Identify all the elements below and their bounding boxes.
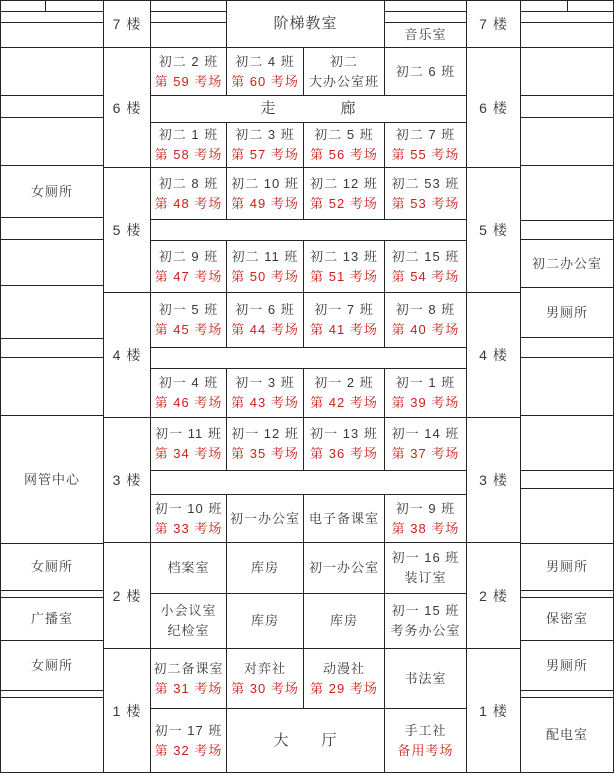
room-cell	[384, 593, 467, 649]
exam-room-cell	[384, 122, 467, 168]
exam-number: 第 41 考场	[310, 322, 378, 337]
empty-cell	[0, 22, 104, 48]
exam-number: 第 43 考场	[231, 395, 299, 410]
exam-number: 第 53 考场	[391, 195, 460, 211]
room-name: 档案室	[167, 560, 210, 575]
exam-number: 第 31 考场	[154, 680, 223, 696]
exam-room-cell	[226, 648, 304, 709]
room-name: 音乐室	[404, 27, 447, 42]
exam-room-cell	[303, 648, 385, 709]
exam-room-cell	[384, 240, 467, 293]
room-name: 初一 12 班	[231, 426, 299, 441]
exam-number: 第 50 考场	[231, 268, 299, 284]
exam-room-cell	[384, 368, 467, 418]
exam-number: 第 59 考场	[154, 73, 223, 89]
floor-label-left-3	[103, 417, 151, 543]
room-name: 初一 6 班	[235, 302, 295, 317]
exam-number: 第 36 考场	[310, 446, 378, 461]
exam-room-cell	[303, 292, 385, 348]
room-cell	[303, 494, 385, 543]
exam-room-cell	[150, 494, 227, 543]
floor-label: 4 楼	[479, 347, 508, 363]
empty-cell	[520, 22, 614, 48]
hall-cell	[226, 708, 385, 773]
corridor-cell	[150, 347, 467, 369]
exam-number: 第 54 考场	[391, 268, 460, 284]
exam-room-cell	[303, 417, 385, 471]
room-cell	[303, 47, 385, 96]
exam-number: 第 60 考场	[231, 73, 299, 89]
empty-cell	[0, 697, 104, 773]
empty-cell	[520, 415, 614, 471]
empty-cell	[520, 95, 614, 118]
exam-number: 第 30 考场	[231, 680, 299, 696]
room-cell	[303, 593, 385, 649]
side-room-label: 女厕所	[30, 183, 73, 199]
exam-number: 第 37 考场	[391, 446, 460, 461]
exam-room-cell	[303, 368, 385, 418]
music-room-cell	[384, 22, 467, 48]
empty-cell	[0, 47, 104, 96]
side-room-power-room	[520, 697, 614, 773]
exam-number: 第 38 考场	[391, 520, 460, 536]
floor-label-left-4	[103, 292, 151, 418]
exam-number: 第 32 考场	[154, 742, 223, 758]
exam-number: 第 42 考场	[310, 395, 378, 410]
side-room-female-wc	[0, 165, 104, 218]
empty-cell	[0, 239, 104, 286]
floor-label: 3 楼	[112, 472, 142, 488]
room-name: 初二 53 班	[391, 175, 460, 191]
room-name: 初一 7 班	[314, 302, 374, 317]
floor-label: 4 楼	[112, 347, 142, 363]
exam-number: 备用考场	[397, 742, 454, 758]
exam-room-cell	[150, 417, 227, 471]
side-room-label: 女厕所	[30, 559, 73, 574]
room-name: 手工社	[404, 722, 447, 738]
floor-label-right-6	[466, 47, 521, 168]
empty-cell	[0, 285, 104, 339]
corridor-cell	[150, 219, 467, 241]
exam-number: 第 49 考场	[231, 195, 299, 211]
exam-room-cell	[150, 47, 227, 96]
room-name: 初二 11 班	[231, 248, 299, 264]
room-name: 初一 5 班	[158, 302, 219, 317]
exam-room-cell	[226, 240, 304, 293]
room-name: 初二 10 班	[231, 175, 299, 191]
room-name-2: 纪检室	[167, 623, 210, 638]
room-name: 初一 14 班	[391, 426, 460, 441]
room-cell	[303, 542, 385, 594]
empty-cell	[520, 488, 614, 544]
exam-room-cell	[226, 122, 304, 168]
empty-cell	[0, 117, 104, 166]
exam-number: 第 57 考场	[231, 147, 299, 162]
floor-label: 3 楼	[479, 472, 508, 488]
floor-label-right-7	[466, 0, 521, 48]
exam-room-cell	[150, 167, 227, 220]
floor-label-left-1	[103, 648, 151, 773]
exam-room-cell	[226, 417, 304, 471]
room-name: 初一 3 班	[235, 375, 295, 390]
exam-room-cell	[226, 167, 304, 220]
exam-room-cell	[150, 240, 227, 293]
floor-label: 7 楼	[112, 16, 142, 32]
room-name: 初一 16 班	[391, 550, 460, 565]
floor-label: 2 楼	[479, 587, 508, 604]
room-cell	[150, 542, 227, 594]
exam-room-cell	[150, 292, 227, 348]
room-cell	[384, 648, 467, 709]
side-room-male-wc	[520, 640, 614, 691]
room-name: 初二 12 班	[310, 175, 378, 191]
empty-cell	[520, 337, 614, 358]
room-name: 初一 8 班	[395, 302, 456, 317]
room-name: 对弈社	[243, 660, 286, 676]
room-name: 小会议室	[160, 603, 217, 618]
floor-label: 1 楼	[479, 702, 508, 719]
empty-cell	[0, 217, 104, 240]
floor-label-right-2	[466, 542, 521, 649]
room-name: 初二备课室	[153, 660, 224, 676]
room-cell	[150, 593, 227, 649]
empty-cell	[520, 220, 614, 240]
room-name: 初二 4 班	[235, 53, 295, 69]
room-name: 初二 5 班	[314, 127, 374, 142]
exam-number: 第 47 考场	[154, 268, 223, 284]
room-name: 初二	[329, 53, 358, 69]
corridor-cell	[150, 95, 467, 123]
exam-room-cell	[303, 122, 385, 168]
room-name: 书法室	[404, 670, 447, 686]
room-name: 初一 17 班	[154, 722, 223, 738]
room-name: 初一 10 班	[154, 500, 223, 516]
empty-cell	[0, 357, 104, 416]
exam-number: 第 56 考场	[310, 147, 378, 162]
floor-label-left-6	[103, 47, 151, 168]
exam-room-cell	[303, 167, 385, 220]
room-name: 初一 15 班	[391, 603, 460, 618]
empty-cell	[520, 357, 614, 416]
room-name-2: 考务办公室	[390, 623, 461, 638]
side-room-label: 保密室	[545, 611, 588, 626]
empty-cell	[150, 22, 227, 48]
room-name: 初一 13 班	[310, 426, 378, 441]
floor-label: 5 楼	[112, 222, 142, 238]
room-name: 初二 15 班	[391, 248, 460, 264]
exam-number: 第 52 考场	[310, 195, 378, 211]
room-name: 初二 7 班	[395, 127, 456, 142]
side-room-network-center	[0, 415, 104, 544]
exam-number: 第 40 考场	[391, 322, 460, 337]
exam-room-cell	[384, 167, 467, 220]
floor-label-left-5	[103, 167, 151, 293]
room-cell	[226, 593, 304, 649]
exam-room-cell	[150, 708, 227, 773]
room-name: 初二 13 班	[310, 248, 378, 264]
hall-label: 大 厅	[273, 731, 338, 749]
side-room-male-wc	[520, 287, 614, 338]
room-name: 初二 1 班	[158, 127, 219, 142]
room-cell	[384, 47, 467, 96]
exam-room-cell	[384, 494, 467, 543]
side-room-label: 男厕所	[545, 657, 588, 673]
room-name: 初一 1 班	[395, 375, 456, 390]
floor-label: 7 楼	[479, 16, 508, 32]
floor-label-right-5	[466, 167, 521, 293]
exam-number: 第 33 考场	[154, 520, 223, 536]
room-name: 阶梯教室	[273, 15, 338, 32]
side-room-label: 男厕所	[545, 559, 588, 574]
floor-label: 1 楼	[112, 702, 142, 719]
side-room-label: 网管中心	[23, 471, 80, 487]
side-room-label: 广播室	[30, 611, 73, 626]
side-room-label: 配电室	[545, 727, 588, 742]
exam-room-cell	[384, 292, 467, 348]
exam-room-cell	[226, 368, 304, 418]
empty-cell	[520, 117, 614, 166]
side-room-female-wc	[0, 640, 104, 691]
side-room-female-wc	[0, 543, 104, 591]
room-cell	[226, 542, 304, 594]
exam-number: 第 44 考场	[231, 322, 299, 337]
room-name: 初二 2 班	[158, 53, 219, 69]
floor-label: 2 楼	[112, 587, 142, 604]
exam-number: 第 34 考场	[154, 446, 223, 461]
exam-number: 第 46 考场	[154, 395, 223, 410]
exam-room-cell	[226, 292, 304, 348]
room-name: 初一办公室	[308, 560, 379, 575]
room-name: 初二 8 班	[158, 175, 219, 191]
exam-number: 第 29 考场	[310, 680, 378, 696]
room-name: 初一 4 班	[158, 375, 219, 390]
room-name-2: 装订室	[404, 570, 447, 585]
exam-number: 第 58 考场	[154, 147, 223, 162]
exam-number: 第 51 考场	[310, 268, 378, 284]
corridor-label: 走 廊	[260, 100, 357, 117]
floor-label: 6 楼	[479, 99, 508, 116]
room-name: 初二 6 班	[395, 63, 456, 79]
side-room-secrecy-room	[520, 597, 614, 641]
exam-room-cell	[384, 708, 467, 773]
floor-label: 6 楼	[112, 99, 142, 116]
floor-label-right-4	[466, 292, 521, 418]
room-name: 库房	[250, 560, 279, 575]
floor-label-right-3	[466, 417, 521, 543]
lecture-hall-cell	[226, 0, 385, 48]
empty-cell	[0, 338, 104, 358]
exam-room-cell	[150, 648, 227, 709]
side-room-broadcast-room	[0, 597, 104, 641]
side-room-label: 初二办公室	[531, 255, 602, 271]
side-room-male-wc	[520, 543, 614, 591]
room-name: 初一 11 班	[155, 426, 222, 441]
room-cell	[226, 494, 304, 543]
exam-room-cell	[303, 240, 385, 293]
room-name: 动漫社	[322, 660, 365, 676]
exam-number: 第 39 考场	[391, 395, 460, 410]
exam-room-cell	[150, 122, 227, 168]
floor-label-right-1	[466, 648, 521, 773]
room-name: 电子备课室	[308, 510, 379, 526]
empty-cell	[520, 47, 614, 96]
corridor-cell	[150, 470, 467, 495]
side-room-label: 女厕所	[30, 657, 73, 673]
floor-label: 5 楼	[479, 222, 508, 238]
side-room-label: 男厕所	[545, 304, 588, 320]
exam-room-cell	[150, 368, 227, 418]
exam-number: 第 55 考场	[391, 147, 460, 162]
floor-label-left-2	[103, 542, 151, 649]
floor-label-left-7	[103, 0, 151, 48]
exam-number: 第 35 考场	[231, 446, 299, 461]
exam-room-cell	[226, 47, 304, 96]
exam-number: 第 48 考场	[154, 195, 223, 211]
room-name: 初二 3 班	[235, 127, 295, 142]
room-name: 库房	[250, 613, 279, 628]
room-name: 初二 9 班	[158, 248, 219, 264]
room-name: 初一 2 班	[314, 375, 374, 390]
exam-number: 第 45 考场	[154, 322, 223, 337]
empty-cell	[0, 95, 104, 118]
room-cell	[384, 542, 467, 594]
room-name: 初一办公室	[229, 510, 300, 526]
exam-room-cell	[384, 417, 467, 471]
room-name: 库房	[329, 613, 358, 628]
room-name: 初一 9 班	[395, 500, 456, 516]
empty-cell	[520, 165, 614, 221]
side-room-grade8-office	[520, 239, 614, 288]
room-name-2: 大办公室班	[308, 73, 379, 89]
empty-cell	[520, 470, 614, 489]
